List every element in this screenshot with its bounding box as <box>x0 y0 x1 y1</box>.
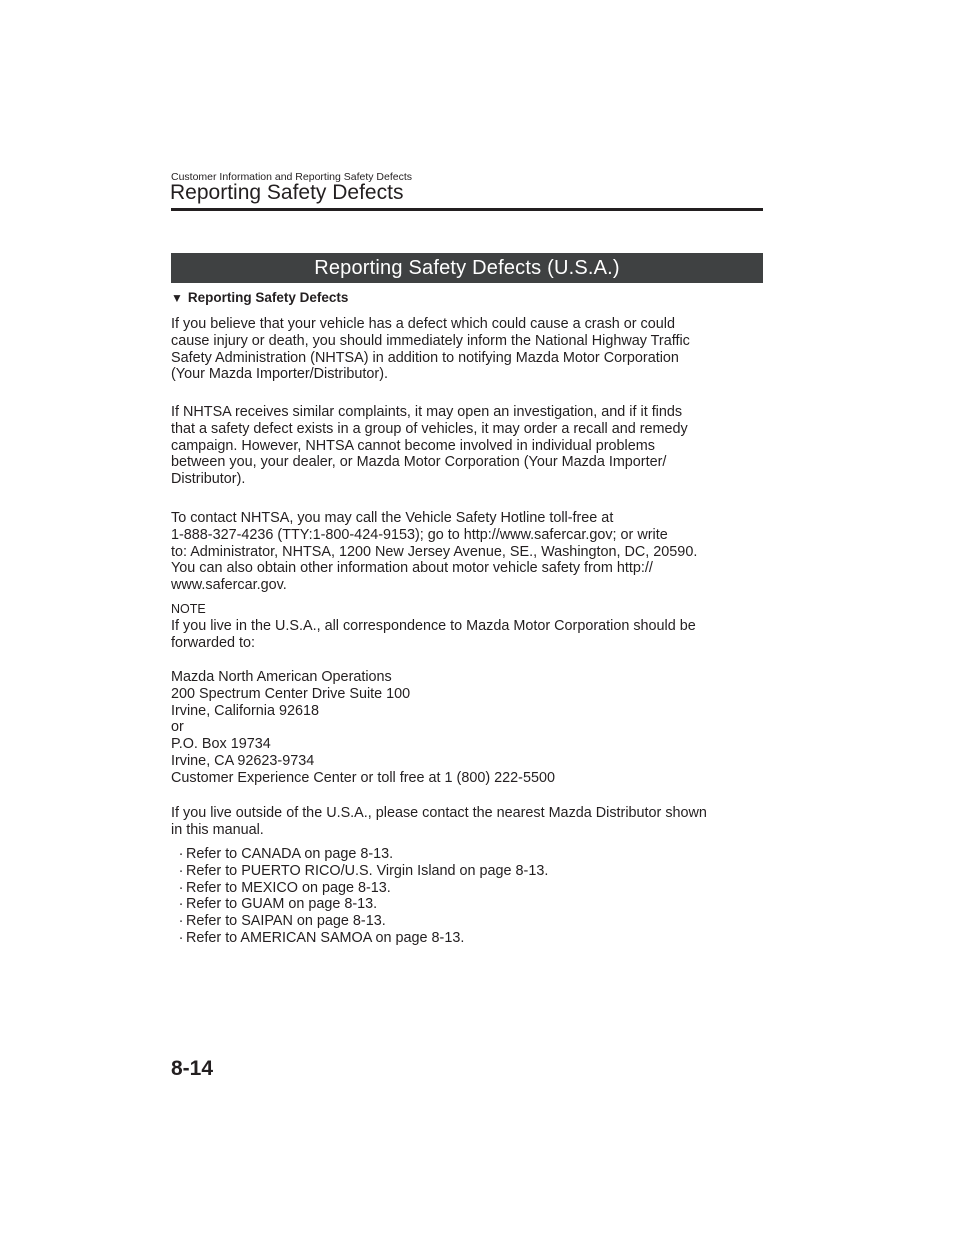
note-intro: If you live in the U.S.A., all correspondence to Mazda Motor Corporation should be forwarded to: <box>171 618 696 651</box>
note-label: NOTE <box>171 602 206 616</box>
bullet-icon: · <box>178 846 184 862</box>
note-outside-usa: If you live outside of the U.S.A., please contact the nearest Mazda Distributor shown in this manual. <box>171 805 707 838</box>
paragraph-report-defect: If you believe that your vehicle has a defect which could cause a crash or could cause injury or death, you should immediately inform the National Highway Traffic Safety Administration (NHTSA) in addition to notifying Mazda Motor Corporation (Your Mazda Importer/Distributor). <box>171 316 690 383</box>
triangle-down-icon: ▼ <box>171 290 183 305</box>
bullet-icon: · <box>178 929 184 946</box>
mailing-address: Mazda North American Operations 200 Spectrum Center Drive Suite 100 Irvine, California 92618 or P.O. Box 19734 Irvine, CA 92623-9734 Customer Experience Center or toll free at 1 (800) 222-5500 <box>171 669 555 786</box>
bullet-icon: · <box>178 879 184 896</box>
list-item: · Refer to CANADA on page 8-13. <box>176 846 548 863</box>
subheading-text: Reporting Safety Defects <box>187 290 349 305</box>
title-divider <box>171 208 763 211</box>
paragraph-contact-nhtsa: To contact NHTSA, you may call the Vehicle Safety Hotline toll-free at 1-888-327-4236 (TTY:1-800-424-9153); go to http://www.safercar.gov; or write to: Administrator, NHTSA, 1200 New Jersey Avenue, SE., Washington, DC, 20590. You can also obtain other information about motor vehicle safety from http:// www.safercar.gov. <box>171 510 698 594</box>
list-item: · Refer to GUAM on page 8-13. <box>176 896 548 913</box>
list-item: · Refer to PUERTO RICO/U.S. Virgin Island on page 8-13. <box>176 863 548 880</box>
subheading <box>171 290 348 305</box>
page-number: 8-14 <box>171 1057 214 1080</box>
paragraph-nhtsa-investigation: If NHTSA receives similar complaints, it may open an investigation, and if it finds that a safety defect exists in a group of vehicles, it may order a recall and remedy campaign. However, NHTSA cannot become involved in individual problems between you, your dealer, or Mazda Motor Corporation (Your Mazda Importer/ Distributor). <box>171 404 688 488</box>
heading-bar-title: Reporting Safety Defects (U.S.A.) <box>314 256 620 279</box>
list-item: · Refer to SAIPAN on page 8-13. <box>176 913 548 930</box>
bullet-icon: · <box>178 896 184 913</box>
breadcrumb: Customer Information and Reporting Safety Defects <box>171 171 413 183</box>
bullet-icon: · <box>178 862 184 879</box>
section-title: Reporting Safety Defects <box>170 181 404 204</box>
refer-list <box>176 846 548 947</box>
bullet-icon: · <box>178 913 184 930</box>
list-item: · Refer to AMERICAN SAMOA on page 8-13. <box>176 930 548 947</box>
heading-bar <box>171 253 763 283</box>
list-item: · Refer to MEXICO on page 8-13. <box>176 880 548 897</box>
